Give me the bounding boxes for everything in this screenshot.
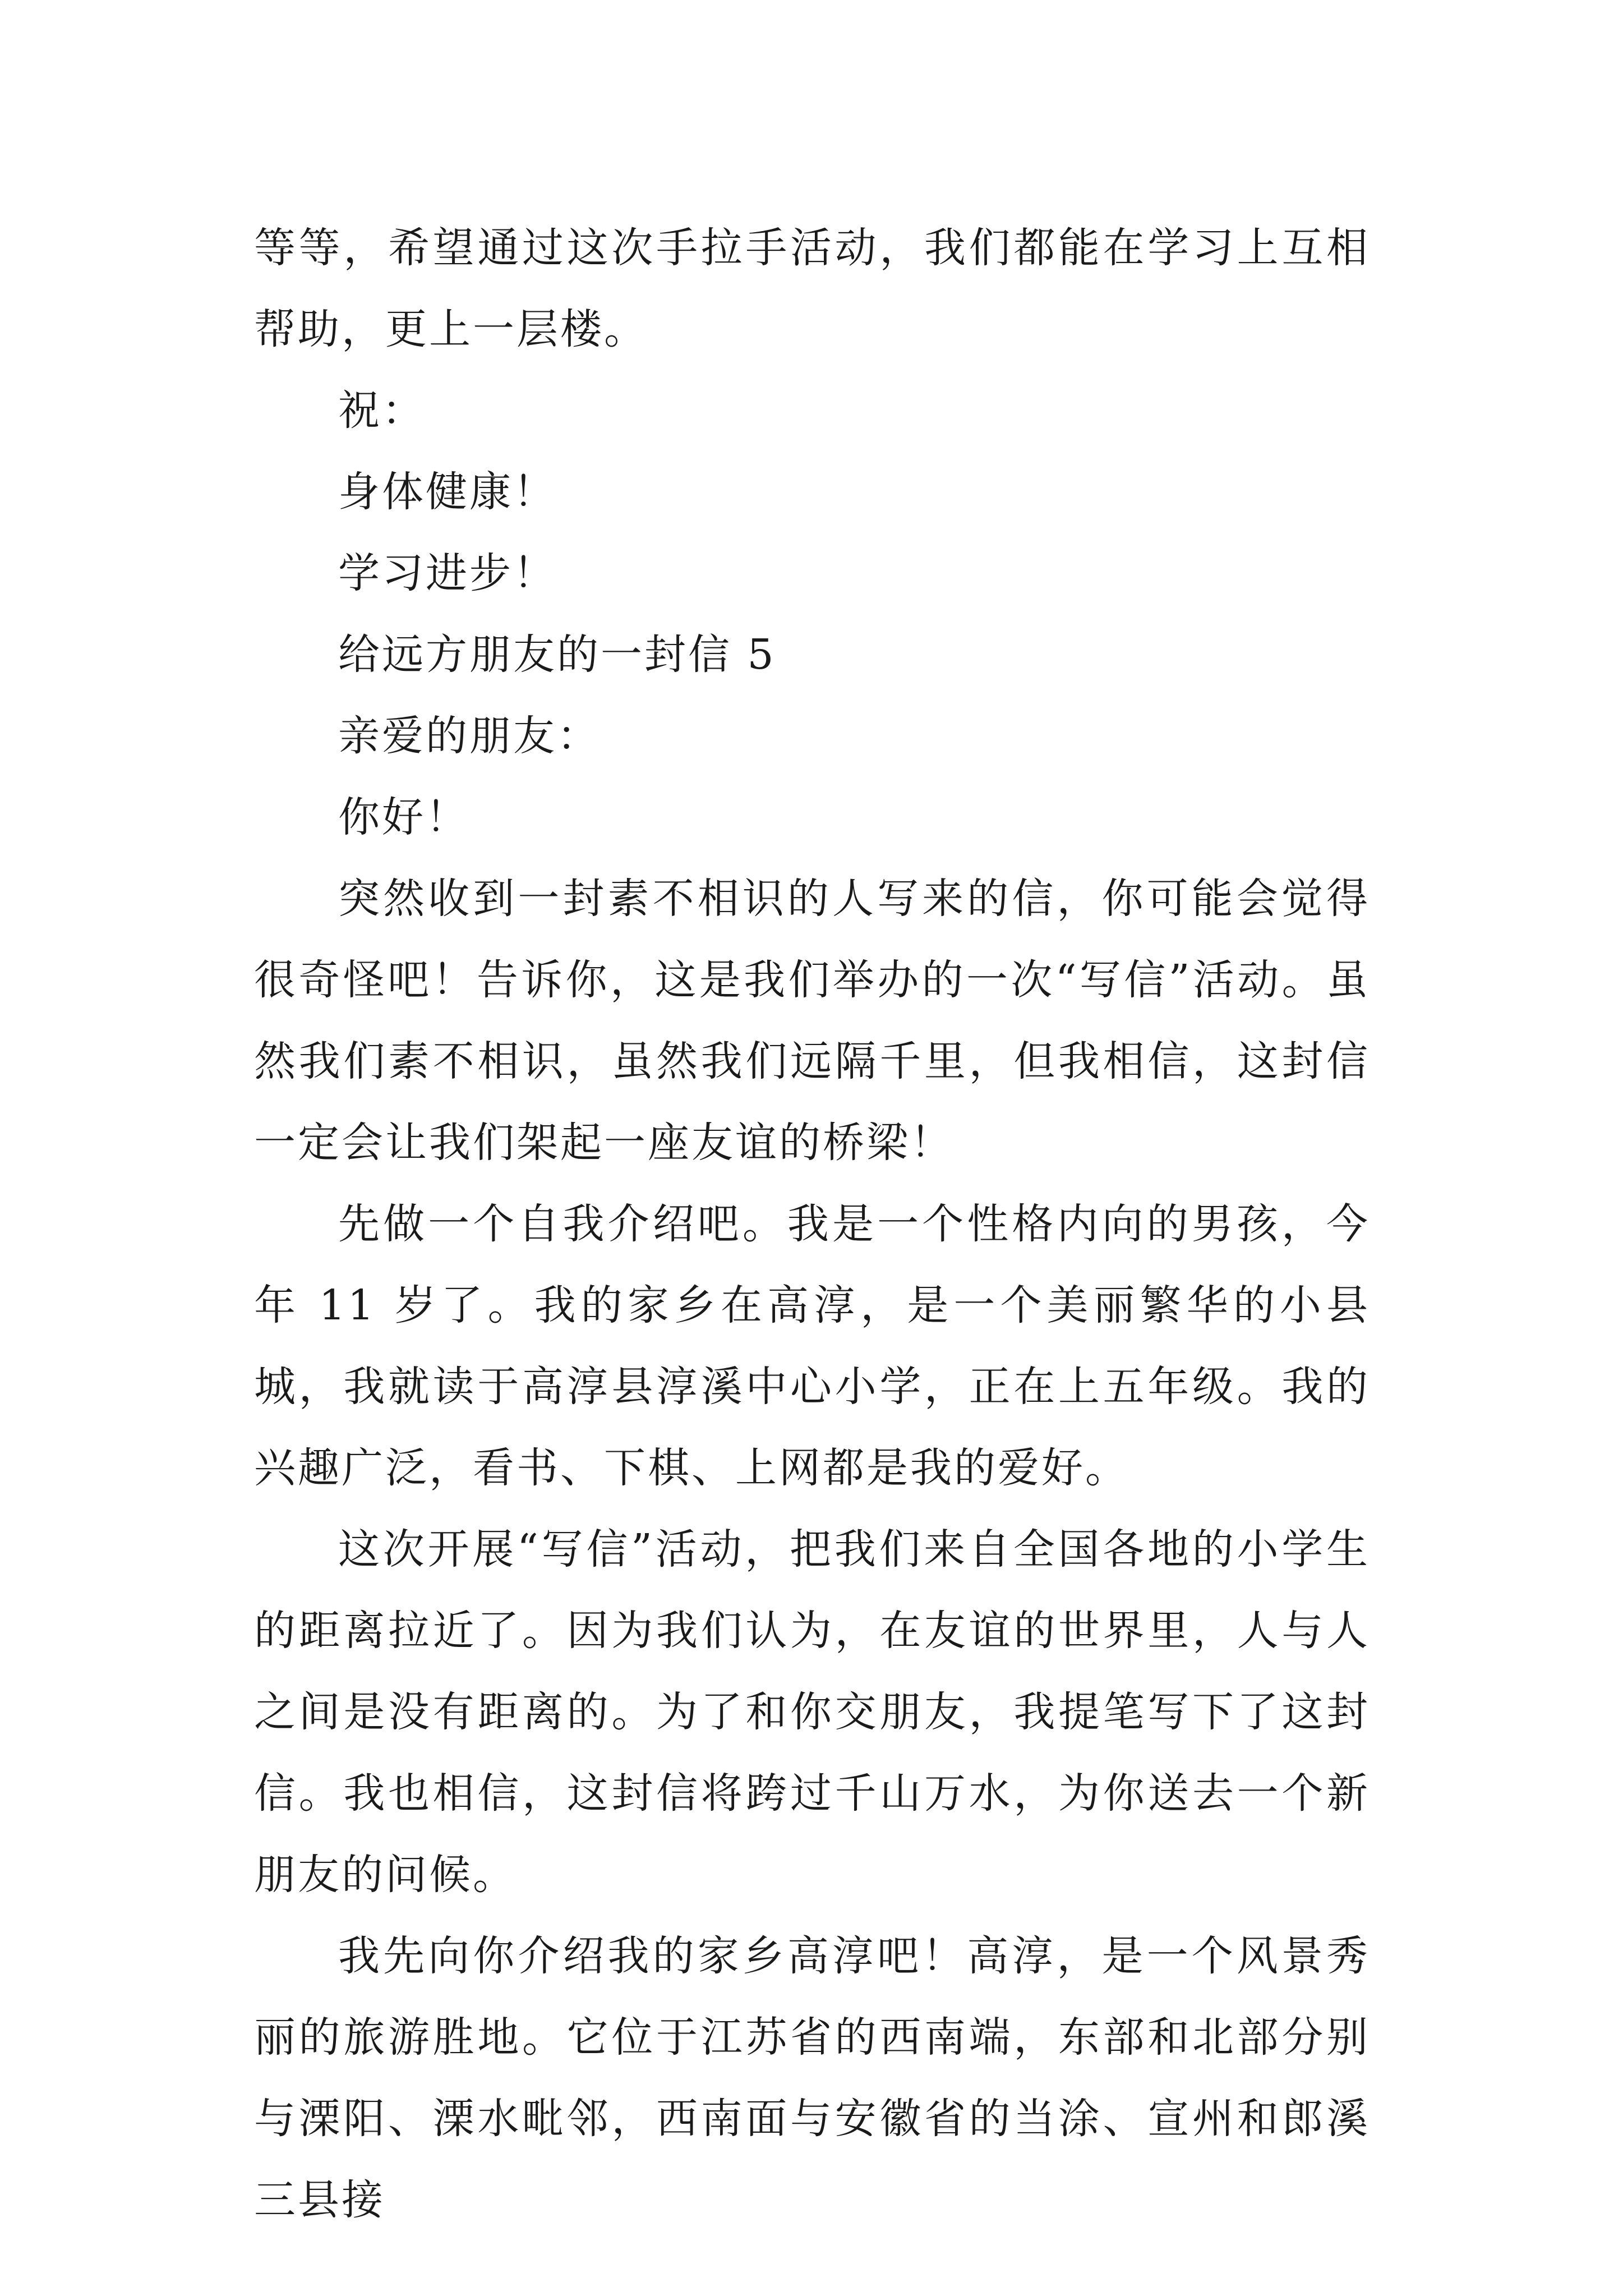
closing-wish-health: 身体健康！ xyxy=(338,468,557,516)
document-body xyxy=(254,208,1370,2241)
letter-title: 给远方朋友的一封信 5 xyxy=(338,631,776,679)
salutation: 亲爱的朋友： xyxy=(338,712,601,760)
paragraph-hometown: 我先向你介绍我的家乡高淳吧！高淳，是一个风景秀丽的旅游胜地。它位于江苏省的西南端，东部和北部分别与溧阳、溧水毗邻，西南面与安徽省的当涂、宣州和郎溪三县接 xyxy=(254,1932,1370,2224)
paragraph-activity: 这次开展“写信”活动，把我们来自全国各地的小学生的距离拉近了。因为我们认为，在友谊的世界里，人与人之间是没有距离的。为了和你交朋友，我提笔写下了这封信。我也相信，这封信将跨过千山万水，为你送去一个新朋友的问候。 xyxy=(254,1525,1370,1899)
closing-wish-study: 学习进步！ xyxy=(338,549,557,597)
closing-wish-heading: 祝： xyxy=(338,386,426,435)
paragraph-self-introduction: 先做一个自我介绍吧。我是一个性格内向的男孩，今年 11 岁了。我的家乡在高淳，是一个美丽繁华的小县城，我就读于高淳县淳溪中心小学，正在上五年级。我的兴趣广泛，看书、下棋、上网都是我的爱好。 xyxy=(254,1200,1370,1492)
greeting: 你好！ xyxy=(338,793,469,841)
paragraph-continued: 等等，希望通过这次手拉手活动，我们都能在学习上互相帮助，更上一层楼。 xyxy=(254,224,1370,353)
paragraph-intro: 突然收到一封素不相识的人写来的信，你可能会觉得很奇怪吧！告诉你，这是我们举办的一次“写信”活动。虽然我们素不相识，虽然我们远隔千里，但我相信，这封信一定会让我们架起一座友谊的桥梁！ xyxy=(254,875,1370,1167)
